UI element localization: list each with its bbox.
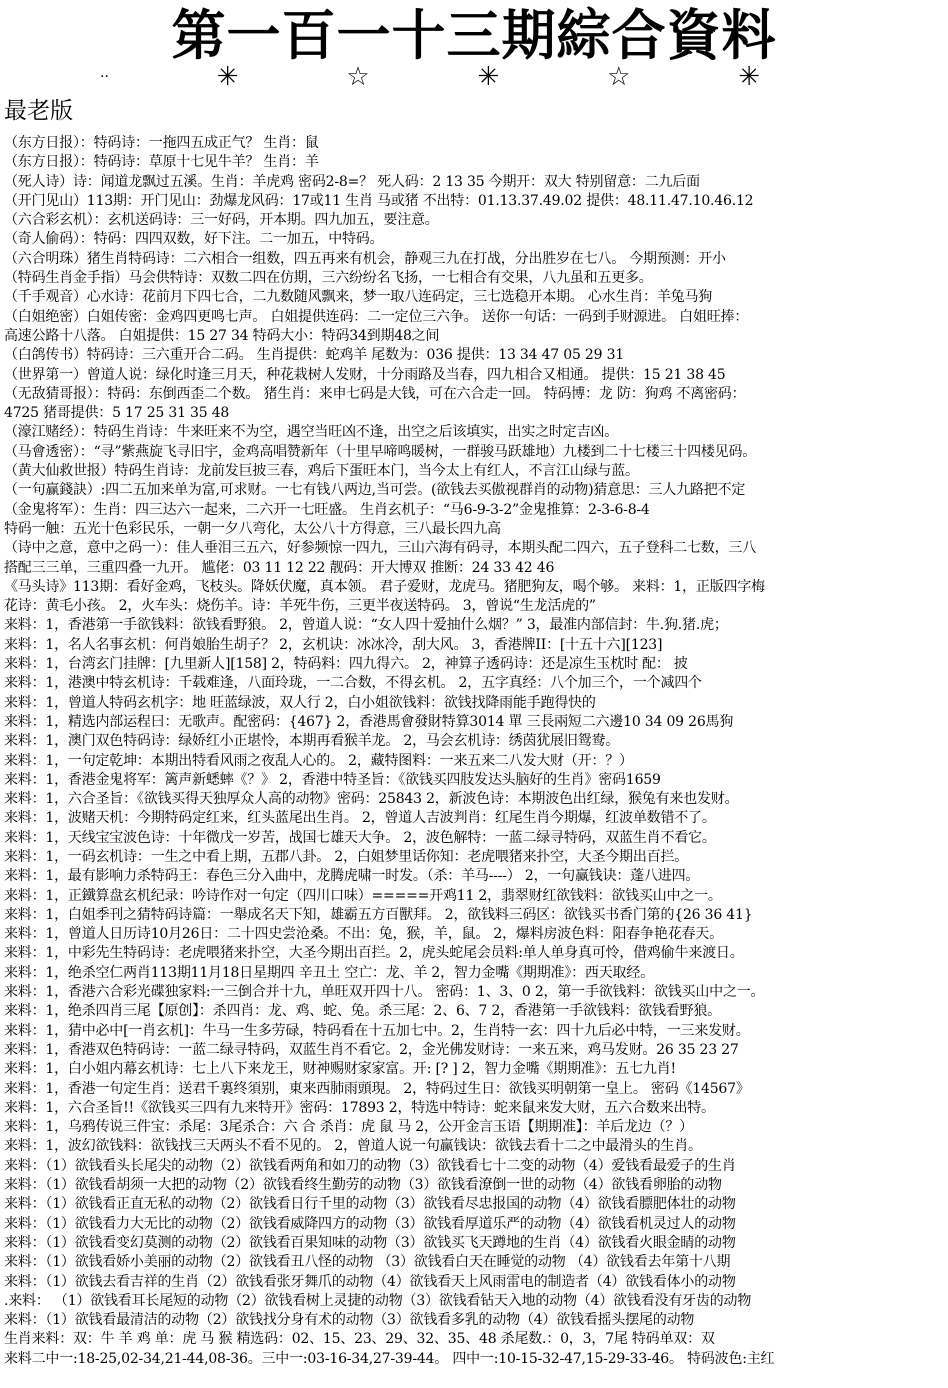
text-line: 来料：（1）欲钱看力大无比的动物（2）欲钱看威降四方的动物（3）欲钱看厚道乐严的动物（4）欲钱看机灵过人的动物 [4, 1215, 736, 1232]
asterisk-icon: ✳ [738, 62, 760, 92]
edition-label: 最老版 [4, 98, 73, 124]
text-line: （一句赢錢訣）:四二五加来单为富,可求财。一七有钱八两边,当可尝。(欲钱去买傲视群肖的动物)猜意思：三人九路把不定 [4, 482, 746, 499]
text-line: 来料：1，香港一句定生肖：送君千裏终須别，東来西肺雨頭現。 2，特码过生日：欲钱买明朝第一皇上。 密码《14567》 [4, 1080, 750, 1097]
text-line: 4725 猪哥提供：5 17 25 31 35 48 [4, 405, 230, 422]
text-line: （濠江赌经）：特码生肖诗：牛来旺来不为空，遇空当旺凶不逢，出空之后该填实，出实之时定吉凶。 [4, 424, 618, 441]
text-line: 来料：1，白小姐内幕玄机诗：七上八下来龙王，财神赐财家家富。开: [? ] 2，智力金嘴《期期准》：五七九肖! [4, 1061, 676, 1078]
page-title: 第一百一十三期綜合資料 [171, 3, 777, 67]
text-line: 来料：（1）欲钱去看吉祥的生肖（2）欲钱看张牙舞爪的动物（4）欲钱看天上风雨雷电的制造者（4）欲钱看体小的动物 [4, 1273, 736, 1290]
text-line: 来料：1，正鐵算盘玄机纪录：吟诗作对一句定（四川口味）=====开鸡11 2，翡翠财红欲钱料：欲钱买山中之一。 [4, 887, 722, 904]
text-line: 来料：1，精选内部运程曰：无歌声。配密码：{467} 2，香港馬會發財特算3014 單 三長兩短二六邊10 34 09 26馬狗 [4, 713, 734, 730]
text-line: 花诗：黄毛小孩。 2，火车头：烧伤羊。诗：羊死牛伤，三更半夜送特码。 3，曾说“生龙活虎的” [4, 598, 596, 615]
text-line: 来料：（1）欲钱看胡须一大把的动物（2）欲钱看终生勤劳的动物（3）欲钱看潦倒一世的动物（4）欲钱看卵胎的动物 [4, 1177, 722, 1194]
star-icon: ☆ [607, 62, 631, 92]
asterisk-icon: ✳ [216, 62, 239, 92]
text-line: （白姐绝密）白姐传密：金鸡四更鸣七声。 白姐提供连码：二一定位三六争。 送你一句话：一码到手财源进。 白姐旺捧： [4, 308, 749, 325]
text-line: 来料：1，天线宝宝波色诗：十年微戊一岁苦，战国七雄天大争。 2，波色解特：一蓝二绿寻特码，双蓝生肖不看它。 [4, 829, 716, 846]
text-line: （金鬼将军）：生肖：四三达六一起来，二六开一七旺盛。 生肖玄机子：“马6-9-3-2”金鬼推算：2-3-6-8-4 [4, 501, 650, 518]
text-line: 来料：1，绝杀空仁两肖113期11月18日星期四 辛丑土 空亡：龙、羊 2，智力金嘴《期期准》：西天取经。 [4, 964, 654, 981]
text-line: （开门见山）113期：开门见山：劲爆龙风码：17或11 生肖 马或猪 不出特：01.13.37.49.02 提供：48.11.47.10.46.12 [4, 192, 754, 209]
text-line: （六合明珠）猪生肖特码诗：二六相合一组数，四五再来有机会，静观三九在打战，分出胜岁在七八。 今期预测：开小 [4, 250, 726, 267]
content-lines [4, 134, 944, 1369]
text-line: 来料：1，一句定乾坤：本期出特看风雨之夜乱人心的。 2，藏特图料：一来五来二八发大财（开：？） [4, 752, 633, 769]
text-line: .来料： （1）欲钱看耳长尾短的动物（2）欲钱看树上灵捷的动物（3）欲钱看钻天入地的动物（4）欲钱看没有牙齿的动物 [4, 1292, 752, 1309]
text-line: 高速公路十八落。 白姐提供：15 27 34 特码大小：特码34到期48之间 [4, 327, 440, 344]
text-line: 来料：1，白姐季刊之猜特码诗篇：一舉成名天下知，雄霸五方百獸拜。 2，欲钱料三码区：欲钱买书香门第的{26 36 41} [4, 906, 753, 923]
text-line: 来料：1，六合圣旨：《欲钱买得天独厚众人高的动物》密码：25843 2，新波色诗：本期波色出红绿，猴兔有来也发财。 [4, 791, 739, 808]
dots-decoration: ·· [100, 69, 109, 85]
text-line: 来料：1，六合圣旨!!《欲钱买三四有九来特开》密码：17893 2，特选中特诗：蛇来鼠来发大财，五六合数来出特。 [4, 1099, 715, 1116]
text-line: 来料：（1）欲钱看头长尾尖的动物（2）欲钱看两角和如刀的动物（3）欲钱看七十二变的动物（4）爱钱看最爱子的生肖 [4, 1157, 736, 1174]
text-line: 来料：1，猜中必中[一肖玄机]：牛马一生多劳碌，特码看在十五加七中。2，生肖特一玄：四十九后必中特，一三来发财。 [4, 1022, 750, 1039]
text-line: （马會透密）：“寻”紫燕旋飞寻旧宇，金鸡高唱赞新年（十里早啼鸣暖树，一群骏马跃雄地）九楼到二十七楼三十四楼见码。 [4, 443, 757, 460]
text-line: 来料：1，澳门双色特码诗：绿娇红小正堪怜，本期再看猴羊龙。 2，马会玄机诗：绣茵犹展旧鸳鸯。 [4, 733, 620, 750]
text-line: 来料：1，香港双色特码诗：一蓝二绿寻特码，双蓝生肖不看它。2，金光佛发财诗：一来五来，鸡马发财。26 35 23 27 [4, 1041, 739, 1058]
text-line: 来料：1，名人名事玄机：何肖娘胎生胡子？ 2，玄机诀：冰冰冷，刮大风。 3，香港牌II：[十五十六][123] [4, 636, 663, 653]
text-line: 来料：1，绝杀四肖三尾【原创】：杀四肖：龙、鸡、蛇、兔。杀三尾：2、6、7 2，香港第一手欲钱料：欲钱看野狼。 [4, 1003, 721, 1020]
text-line: （死人诗）诗：闻道龙飘过五溪。生肖：羊虎鸡 密码2-8=？ 死人码：2 13 35 今期开：双大 特别留意：二九后面 [4, 173, 700, 190]
text-line: 来料：1，台湾玄门挂牌：[九里新人][158] 2，特码料：四九得六。 2，神算子透码诗：还是凉生玉枕时 配： 披 [4, 656, 688, 673]
text-line: 来料：1，香港第一手欲钱料：欲钱看野狼。 2，曾道人说：“女人四十爱抽什么烟？” 3，最准内部信封：牛.狗.猪.虎； [4, 617, 728, 634]
text-line: （世界第一）曾道人说：绿化时逢三月天，种花栽树人发财，十分雨路及当春，四九相合又相通。 提供：15 21 38 45 [4, 366, 726, 383]
text-line: 来料：（1）欲钱看娇小美丽的动物（2）欲钱看丑八怪的动物 （3）欲钱看白天在睡觉的动物 （4）欲钱看去年第十八期 [4, 1254, 731, 1271]
text-line: 来料：1，最有影响力杀特码王：春色三分入曲中，龙腾虎啸一时发。（杀：羊马----） 2，一句赢钱诀：蓬八进四。 [4, 868, 700, 885]
star-decoration-row [100, 62, 760, 92]
text-line: （东方日报）：特码诗：一拖四五成正气？ 生肖：鼠 [4, 135, 319, 151]
text-line: （诗中之意，意中之码一）：佳人垂泪三五六，好参频惊一四九，三山六海有码寻，本期头配二四六，五子登科二七数，三八 [4, 540, 756, 557]
text-line: 来料：1，波赌天机：今期特码定红来，红头蓝尾出生肖。 2，曾道人吉波判肖：红尾生肖今期爆，红波单数错不了。 [4, 810, 716, 827]
text-line: 来料：1，波幻欲钱料：欲钱找三天两头不看不见的。 2，曾道人说一句赢钱诀：欲钱去看十二之中最滑头的生肖。 [4, 1138, 702, 1155]
text-line: 来料：1，港澳中特玄机诗：千载难逢，八面玲珑，一二合数，不得玄机。 2，五字真经：八个加三个，一个减四个 [4, 675, 702, 692]
text-line: 来料：1，香港六合彩光碟独家料:一三倒合并十九，单旺双开四十八。 密码：1、3、0 2，第一手欲钱料：欲钱买山中之一。 [4, 984, 765, 1001]
text-line: （无敌猜哥报）：特码：东倒西歪二个数。 猪生肖：来申七码是大钱，可在六合走一回。 特码博：龙 防：狗鸡 不离密码： [4, 385, 746, 402]
text-line: （黄大仙救世报）特码生肖诗：龙前发巨披三春，鸡后下蛋旺本门，当今太上有红人，不言江山绿与蓝。 [4, 463, 639, 480]
text-line: （特码生肖金手指）马会供特诗：双数二四在仿期，三六纷纷名飞扬，一七相合有交果，八九虽和五更多。 [4, 270, 653, 287]
text-line: 来料：（1）欲钱看正直无私的动物（2）欲钱看日行千里的动物（3）欲钱看尽忠报国的动物（4）欲钱看膘肥体壮的动物 [4, 1196, 736, 1213]
text-line: 来料二中一:18-25,02-34,21-44,08-36。三中一:03-16-34,27-39-44。 四中一:10-15-32-47,15-29-33-46。 特码波色:主红 [4, 1350, 775, 1367]
text-line: 来料：1，中彩先生特码诗：老虎喂猪来扑空，大圣今期出百拦。2，虎头蛇尾会员料:单人单身真可怜，借鸡偷牛来渡日。 [4, 945, 744, 962]
star-icon: ☆ [346, 62, 370, 92]
text-line: 来料：1，香港金鬼将军：篱声新蟋蟀《？》 2，香港中特圣旨：《欲钱买四肢发达头脑好的生肖》密码1659 [4, 771, 661, 788]
text-line: 来料：1，曾道人特码玄机字：地 旺蓝绿波，双人行 2，白小姐欲钱料：欲钱找降雨能手跑得快的 [4, 694, 596, 711]
text-line: （千手观音）心水诗：花前月下四七合，二九数随风飘来，梦一取八连码定，三七选稳开本期。 心水生肖：羊兔马狗 [4, 289, 713, 306]
text-line: （白鸽传书）特码诗：三六重开合二码。 生肖提供：蛇鸡羊 尾数为：036 提供：13 34 47 05 29 31 [4, 347, 625, 364]
text-line: 来料：（1）欲钱看最清洁的动物（2）欲钱找分身有术的动物（3）欲钱看多乳的动物（4）欲钱看摇头摆尾的动物 [4, 1312, 695, 1329]
text-line: （六合彩玄机）：玄机送码诗：三一好码，开本期。四九加五，要注意。 [4, 212, 439, 229]
text-line: 来料：1，乌鸦传说三件宝：杀尾：3尾杀合：六 合 杀肖：虎 鼠 马 2，公开金言玉语【期期准】：羊后龙边（？） [4, 1119, 693, 1136]
text-line: 来料：1，一码玄机诗：一生之中看上期，五郡八卦。 2，白姐梦里话你知：老虎喂猪来扑空，大圣今期出百拦。 [4, 848, 689, 865]
text-line: 生肖来料：双：牛 羊 鸡 单：虎 马 猴 精选码：02、15、23、29、32、35、48 杀尾数.：0，3，7尾 特码单双：双 [4, 1331, 715, 1348]
text-line: （奇人偷码）：特码：四四双数，好下注。二一加五，中特码。 [4, 231, 384, 248]
text-line: 特码一触：五光十色彩民乐，一朝一夕八弯化，太公八十方得意，三八最长四九高 [4, 520, 501, 537]
text-line: 搭配三三单，三重四叠一九开。 尴佬：03 11 12 22 靓码：开大博双 推断：24 33 42 46 [4, 559, 555, 576]
text-line: 来料：1，曾道人日历诗10月26日：二十四史尝沧桑。不出：兔，猴，羊，鼠。 2，爆料房波色料：阳春争艳花春天。 [4, 926, 723, 943]
asterisk-icon: ✳ [477, 62, 500, 92]
text-line: 《马头诗》113期：看好金鸡，飞枝头。降妖伏魔，真本领。 君子爱财，龙虎马。猪肥狗友，喝个够。 来料：1，正版四字梅 [4, 578, 765, 595]
text-line: 来料：（1）欲钱看变幻莫测的动物（2）欲钱看百果知味的动物（3）欲钱买飞天蹲地的生肖（4）欲钱看火眼金睛的动物 [4, 1234, 736, 1251]
text-line: （东方日报）：特码诗：草原十七见牛羊？ 生肖：羊 [4, 154, 319, 171]
